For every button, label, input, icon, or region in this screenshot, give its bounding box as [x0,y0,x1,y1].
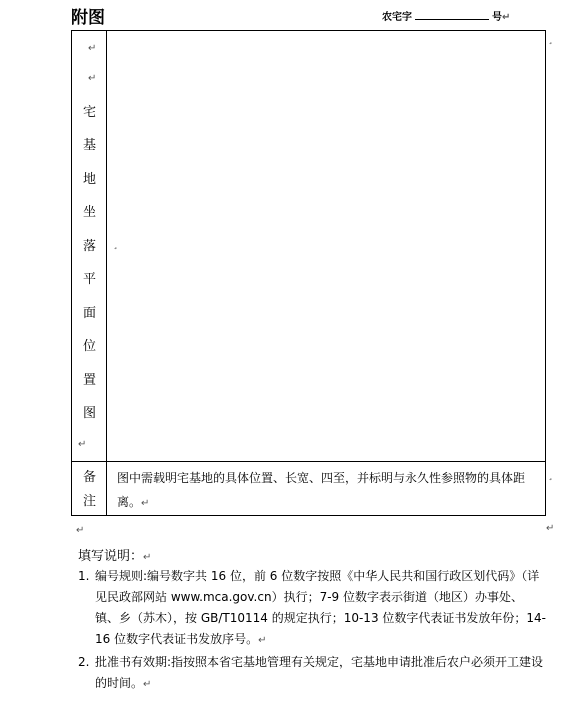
note-label-cell [72,462,107,515]
instruction-number: 1. [78,569,90,583]
vertical-label-char: 宅 [82,105,96,120]
note-label-char: 注 [82,494,96,509]
vertical-label-char: 坐 [82,205,96,220]
number-blank [415,10,489,20]
note-row [72,461,545,515]
number-suffix: 号 [492,12,502,23]
number-prefix: 农宅字 [382,12,412,23]
vertical-label-char: 置 [82,373,96,388]
plan-drawing-area [107,31,545,461]
paragraph-mark: ↵ [76,525,85,536]
paragraph-mark: ↵ [546,523,555,534]
row-end-mark: ¸ [548,34,553,45]
instruction-text: 批准书有效期:指按照本省宅基地管理有关规定，宅基地申请批准后农户必须开工建设的时间。 [95,655,544,690]
paragraph-mark: ↵ [143,552,152,563]
site-plan-table [71,30,546,516]
paragraph-mark: ↵ [143,679,152,690]
paragraph-mark: ↵ [88,43,97,54]
paragraph-mark: ↵ [78,439,87,450]
vertical-label-char: 基 [82,138,96,153]
certificate-number-line [382,8,510,23]
instruction-number: 2. [78,655,90,669]
note-label-char: 备 [82,470,96,485]
note-text: 图中需载明宅基地的具体位置、长宽、四至，并标明与永久性参照物的具体距离。↵ [117,471,526,509]
row-end-mark: ¸ [548,470,553,481]
instructions-title: 填写说明：↵ [78,549,152,564]
instruction-item [78,566,546,651]
paragraph-mark: ↵ [258,635,267,646]
vertical-label-char: 面 [82,306,96,321]
vertical-label-char: 图 [82,406,96,421]
page-title: 附图 [71,8,105,28]
instruction-item [78,652,546,695]
paragraph-mark: ↵ [141,498,150,509]
vertical-label-char: 平 [82,272,96,287]
vertical-label-char: 落 [82,239,96,254]
vertical-label-char: 位 [82,339,96,354]
vertical-label-cell [72,31,107,461]
paragraph-mark: ↵ [502,12,511,23]
paragraph-mark: ↵ [88,73,97,84]
cell-end-mark: ¸ [113,239,118,250]
vertical-label-char: 地 [82,172,96,187]
instruction-text: 编号规则:编号数字共 16 位，前 6 位数字按照《中华人民共和国行政区划代码》（详见民政部网站 www.mca.gov.cn）执行；7-9 位数字表示街道（地区）办事处、镇、乡（苏木），按 GB/T10114 的规定执行；10-13 位数字代表证书发放年份；14-16 位数字代表证书发放序号。 [95,569,546,646]
